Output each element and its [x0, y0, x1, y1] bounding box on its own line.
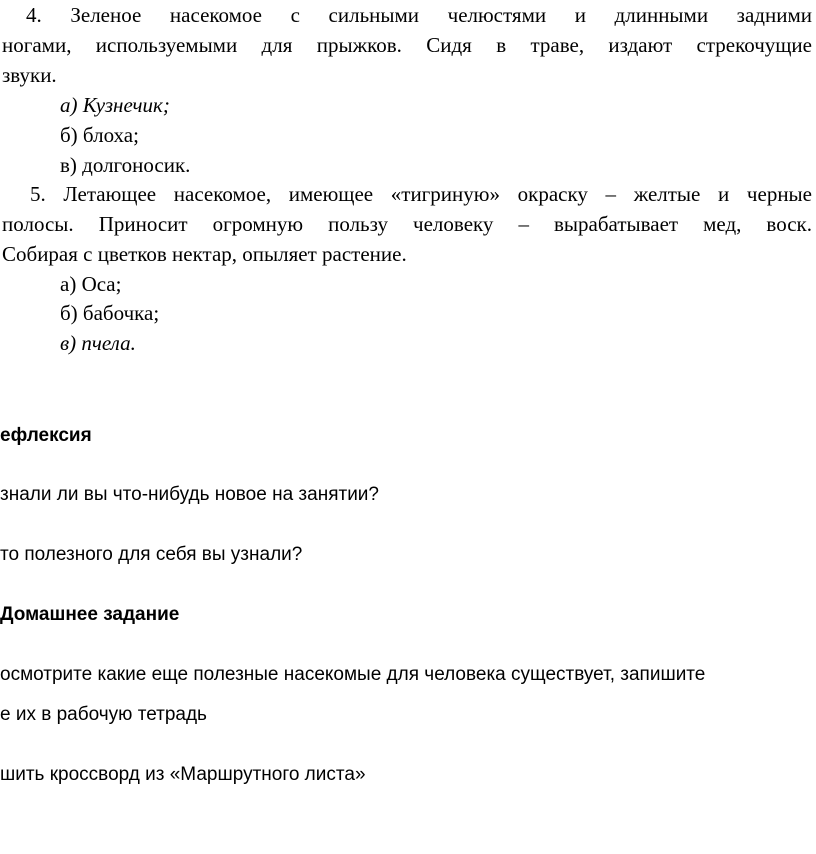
question-5-line-2: полосы. Приносит огромную пользу человеку – вырабатывает мед, воск.: [2, 212, 812, 236]
question-5-line-3: Собирая с цветков нектар, опыляет растение.: [2, 242, 407, 266]
question-4-line-1: 4. Зеленое насекомое с сильными челюстями и длинными задними: [26, 3, 812, 27]
reflection-question-1: знали ли вы что-нибудь новое на занятии?: [0, 484, 379, 505]
question-4-option-c: в) долгоносик.: [60, 153, 191, 177]
question-5-option-b: б) бабочка;: [60, 301, 160, 325]
question-4-option-b: б) блоха;: [60, 123, 139, 147]
question-4-option-a: а) Кузнечик;: [60, 93, 170, 117]
homework-line-1: осмотрите какие еще полезные насекомые для человека существует, запишите: [0, 664, 706, 685]
question-5-line-1: 5. Летающее насекомое, имеющее «тигриную» окраску – желтые и черные: [30, 182, 812, 206]
question-4-line-3: звуки.: [2, 63, 57, 87]
question-5-option-a: а) Оса;: [60, 272, 122, 296]
homework-line-3: шить кроссворд из «Маршрутного листа»: [0, 764, 366, 785]
homework-line-2: е их в рабочую тетрадь: [0, 704, 207, 725]
reflection-heading: ефлексия: [0, 425, 92, 446]
question-4-line-2: ногами, используемыми для прыжков. Сидя в траве, издают стрекочущие: [2, 33, 812, 57]
question-5-option-c: в) пчела.: [60, 331, 136, 355]
reflection-question-2: то полезного для себя вы узнали?: [0, 544, 303, 565]
homework-heading: Домашнее задание: [0, 604, 180, 625]
